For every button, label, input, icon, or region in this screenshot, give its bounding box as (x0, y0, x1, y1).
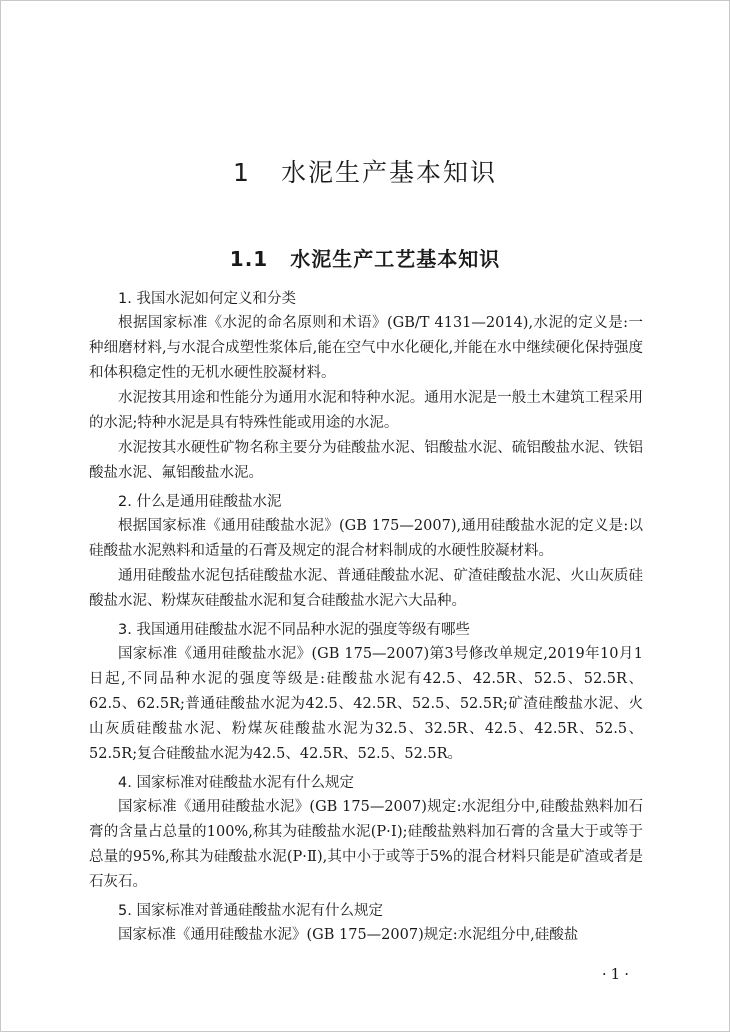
question-heading: 3. 我国通用硅酸盐水泥不同品种水泥的强度等级有哪些 (118, 622, 470, 638)
section-number: 1.1 (229, 247, 269, 271)
paragraph: 国家标准《通用硅酸盐水泥》(GB 175—2007)第3号修改单规定,2019年10月1日起,不同品种水泥的强度等级是:硅酸盐水泥有42.5、42.5R、52.5、52.5R、62.5、62.5R;普通硅酸盐水泥为42.5、42.5R、52.5、52.5R;矿渣硅酸盐水泥、火山灰质硅酸盐水泥、粉煤灰硅酸盐水泥为32.5、32.5R、42.5、42.5R、52.5、52.5R;复合硅酸盐水泥为42.5、42.5R、52.5、52.5R。 (89, 646, 643, 762)
question-heading: 1. 我国水泥如何定义和分类 (118, 291, 296, 307)
chapter-number: 1 (233, 158, 251, 187)
paragraph: 水泥按其水硬性矿物名称主要分为硅酸盐水泥、铝酸盐水泥、硫铝酸盐水泥、铁铝酸盐水泥、氟铝酸盐水泥。 (89, 440, 643, 481)
paragraph: 根据国家标准《通用硅酸盐水泥》(GB 175—2007),通用硅酸盐水泥的定义是:以硅酸盐水泥熟料和适量的石膏及规定的混合材料制成的水硬性胶凝材料。 (89, 518, 643, 559)
section-title (1, 243, 729, 272)
paragraph: 根据国家标准《水泥的命名原则和术语》(GB/T 4131—2014),水泥的定义是:一种细磨材料,与水混合成塑性浆体后,能在空气中水化硬化,并能在水中继续硬化保持强度和体积稳定性的无机水硬性胶凝材料。 (89, 315, 643, 381)
page-number: ·1· (601, 965, 633, 983)
body-content (89, 287, 643, 948)
section-title-text: 水泥生产工艺基本知识 (290, 247, 501, 271)
paragraph: 通用硅酸盐水泥包括硅酸盐水泥、普通硅酸盐水泥、矿渣硅酸盐水泥、火山灰质硅酸盐水泥、粉煤灰硅酸盐水泥和复合硅酸盐水泥六大品种。 (89, 568, 643, 609)
paragraph: 水泥按其用途和性能分为通用水泥和特种水泥。通用水泥是一般土木建筑工程采用的水泥;特种水泥是具有特殊性能或用途的水泥。 (89, 390, 643, 431)
question-heading: 4. 国家标准对硅酸盐水泥有什么规定 (118, 775, 354, 791)
question-heading: 5. 国家标准对普通硅酸盐水泥有什么规定 (118, 903, 383, 919)
paragraph: 国家标准《通用硅酸盐水泥》(GB 175—2007)规定:水泥组分中,硅酸盐 (118, 927, 579, 943)
paragraph: 国家标准《通用硅酸盐水泥》(GB 175—2007)规定:水泥组分中,硅酸盐熟料加石膏的含量占总量的100%,称其为硅酸盐水泥(P·Ⅰ);硅酸盐熟料加石膏的含量大于或等于总量的95%,称其为硅酸盐水泥(P·Ⅱ),其中小于或等于5%的混合材料只能是矿渣或者是石灰石。 (89, 799, 643, 890)
question-heading: 2. 什么是通用硅酸盐水泥 (118, 494, 282, 510)
chapter-title (1, 153, 729, 189)
chapter-title-text: 水泥生产基本知识 (280, 158, 497, 187)
